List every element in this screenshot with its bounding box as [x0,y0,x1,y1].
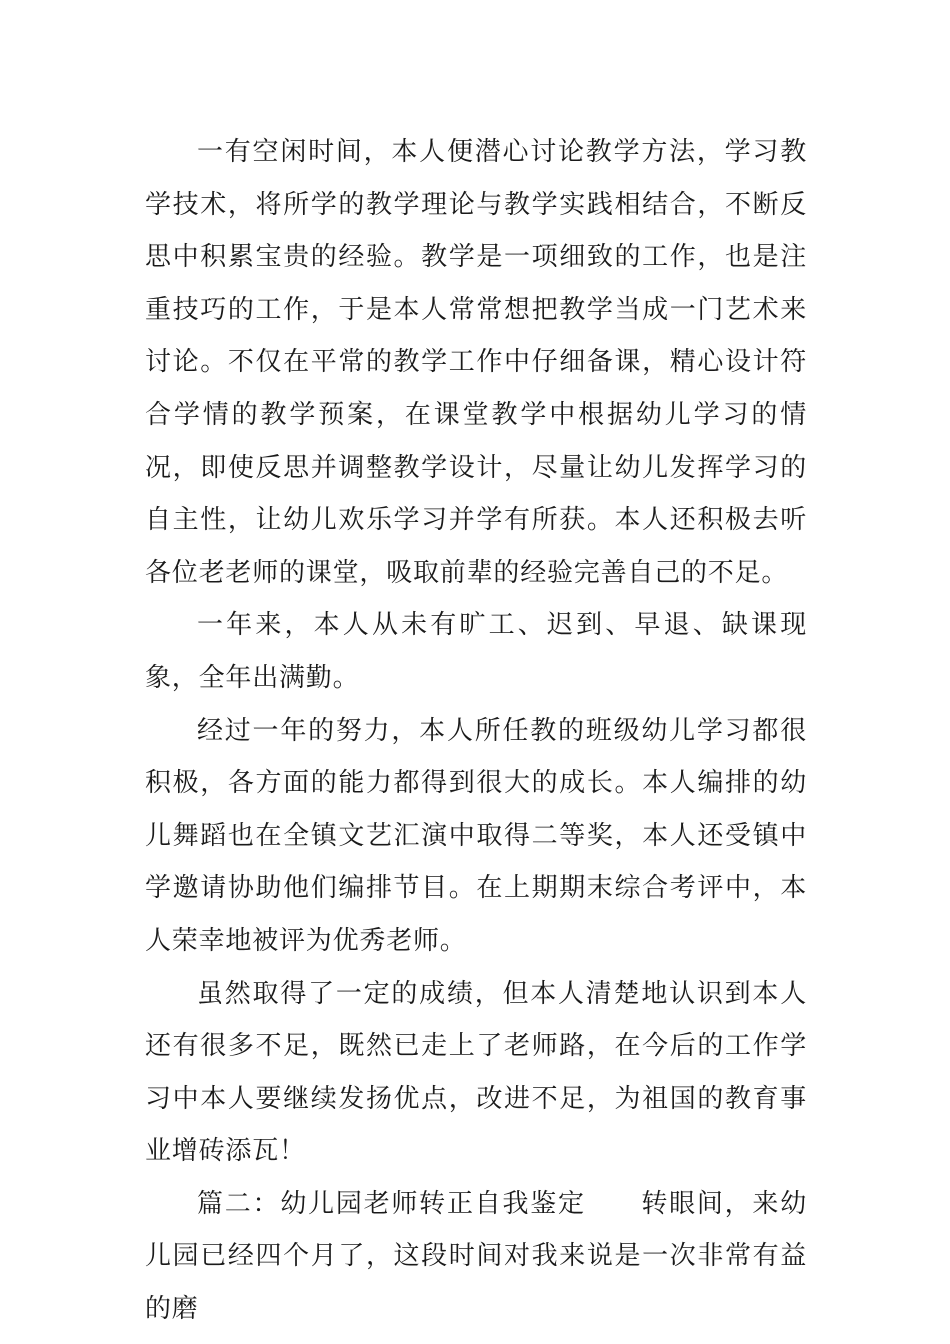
paragraph-shortcomings: 虽然取得了一定的成绩，但本人清楚地认识到本人还有很多不足，既然已走上了老师路，在今后的工作学习中本人要继续发扬优点，改进不足，为祖国的教育事业增砖添瓦！ [145,978,807,1167]
paragraph-part-two: 篇二：幼儿园老师转正自我鉴定 转眼间，来幼儿园已经四个月了，这段时间对我来说是一次非常有益的磨 [145,1188,807,1325]
paragraph-teaching-methods: 一有空闲时间，本人便潜心讨论教学方法，学习教学技术，将所学的教学理论与教学实践相结合，不断反思中积累宝贵的经验。教学是一项细致的工作，也是注重技巧的工作，于是本人常常想把教学当成一门艺术来讨论。不仅在平常的教学工作中仔细备课，精心设计符合学情的教学预案，在课堂教学中根据幼儿学习的情况，即使反思并调整教学设计，尽量让幼儿发挥学习的自主性，让幼儿欢乐学习并学有所获。本人还积极去听各位老老师的课堂，吸取前辈的经验完善自己的不足。 [145,137,807,588]
document-body [145,126,807,1336]
paragraph-attendance: 一年来，本人从未有旷工、迟到、早退、缺课现象，全年出满勤。 [145,610,807,693]
paragraph-achievements: 经过一年的努力，本人所任教的班级幼儿学习都很积极，各方面的能力都得到很大的成长。本人编排的幼儿舞蹈也在全镇文艺汇演中取得二等奖，本人还受镇中学邀请协助他们编排节目。在上期期末综合考评中，本人荣幸地被评为优秀老师。 [145,715,807,956]
